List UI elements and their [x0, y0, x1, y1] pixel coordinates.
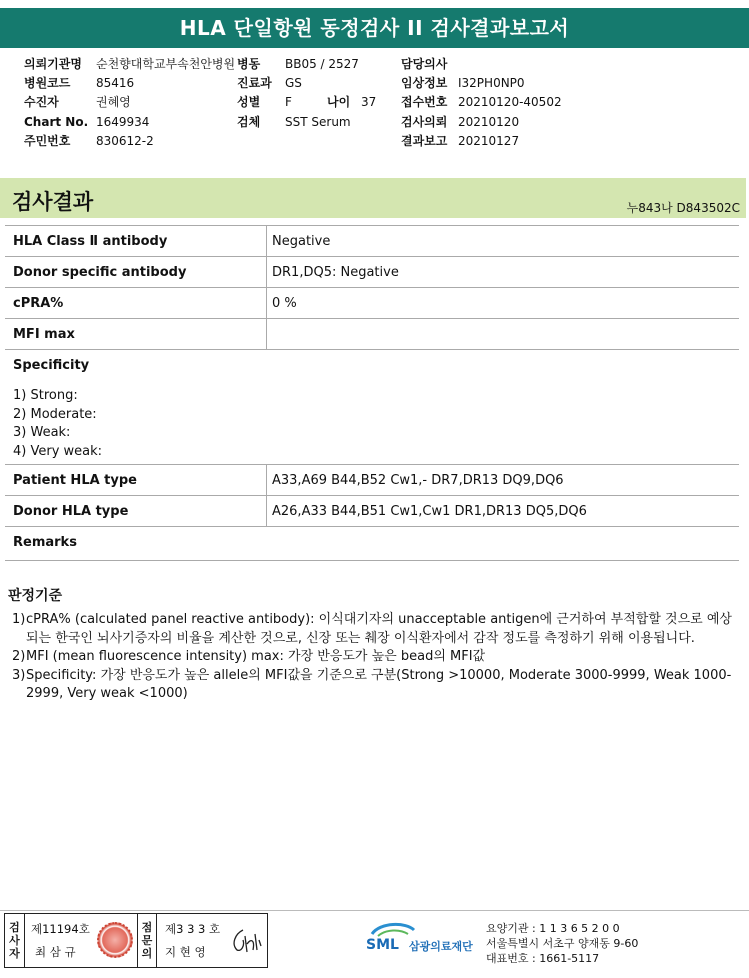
specificity-very-weak: 4) Very weak: [13, 443, 103, 459]
info-row-request-date: 검사의뢰 20210120 [401, 115, 520, 129]
info-row-department: 진료과 GS [237, 76, 302, 90]
info-row-specimen: 검체 SST Serum [237, 115, 351, 129]
examiner-license: 제11194호 [31, 922, 90, 936]
org-info: 요양기관 : 1 1 3 6 5 2 0 0 서울특별시 서초구 양재동 9-60 대표번호 : 1661-5117 [486, 922, 639, 965]
reviewer-license: 제3 3 3 호 [165, 922, 221, 936]
result-row-dsa: Donor specific antibody DR1,DQ5: Negative [5, 257, 739, 288]
info-row-hospital-code: 병원코드 85416 [24, 76, 135, 90]
column-divider [266, 257, 267, 287]
criteria-item: 2) MFI (mean fluorescence intensity) max: 가장 반응도가 높은 bead의 MFI값 [12, 649, 486, 664]
specificity-moderate: 2) Moderate: [13, 406, 97, 422]
result-row-donor-hla: Donor HLA type A26,A33 B44,B51 Cw1,Cw1 DR1,DR13 DQ5,DQ6 [5, 496, 739, 527]
reviewer-name: 지 현 영 [165, 945, 206, 959]
age-value: 37 [361, 95, 377, 109]
column-divider [266, 288, 267, 318]
info-row-institution: 의뢰기관명 순천향대학교부속천안병원 [24, 57, 236, 71]
info-row-chart-no: Chart No. 1649934 [24, 115, 150, 129]
info-row-patient: 수진자 권혜영 [24, 95, 131, 109]
column-divider [266, 319, 267, 349]
examiner-seal-icon [97, 922, 133, 958]
result-row-class2: HLA Class Ⅱ antibody Negative [5, 226, 739, 257]
footer-divider [0, 910, 749, 911]
specificity-list [13, 387, 102, 461]
info-row-doctor: 담당의사 [401, 57, 448, 71]
column-divider [266, 496, 267, 526]
signature-icon [229, 926, 263, 954]
report-title: HLA 단일항원 동정검사 II 검사결과보고서 [0, 8, 749, 48]
reviewer-vertical-label: 점 문 의 [137, 914, 157, 967]
section-code: 누843나 D843502C [626, 201, 740, 215]
result-row-mfi: MFI max [5, 319, 739, 350]
specificity-strong: 1) Strong: [13, 388, 78, 403]
result-row-remarks: Remarks [5, 527, 739, 561]
result-row-cpra: cPRA% 0 % [5, 288, 739, 319]
section-title: 검사결과 [12, 190, 94, 214]
info-row-report-date: 결과보고 20210127 [401, 134, 520, 148]
column-divider [266, 465, 267, 495]
result-row-patient-hla: Patient HLA type A33,A69 B44,B52 Cw1,- DR7,DR13 DQ9,DQ6 [5, 465, 739, 496]
examiner-vertical-label: 검 사 자 [5, 914, 25, 967]
criteria-item: 3) Specificity: 가장 반응도가 높은 allele의 MFI값을 기준으로 구분(Strong >10000, Moderate 3000-9999, Weak 1000-2999, Very weak <1000) [12, 667, 732, 701]
info-row-ward: 병동 BB05 / 2527 [237, 57, 359, 71]
criteria-title: 판정기준 [8, 588, 63, 604]
info-row-clinical-info: 임상정보 I32PH0NP0 [401, 76, 525, 90]
criteria-item: 1) cPRA% (calculated panel reactive antibody): 이식대기자의 unacceptable antigen에 근거하여 부적합할 것으로 예상되는 한국인 뇌사기증자의 비율을 계산한 것으로, 신장 또는 췌장 이식환자에서 감작 정도를 측정하기 위해 이용됩니다. [12, 612, 732, 646]
results-table [5, 225, 739, 561]
results-section-header [0, 178, 746, 218]
signature-box [4, 913, 268, 968]
age-label: 나이 [327, 95, 351, 109]
info-row-receipt-no: 접수번호 20210120-40502 [401, 95, 562, 109]
org-name: 삼광의료재단 [409, 940, 473, 953]
org-logo-text: SML [366, 937, 399, 953]
info-row-id-number: 주민번호 830612-2 [24, 134, 154, 148]
specificity-weak: 3) Weak: [13, 425, 71, 440]
info-row-sex: 성별 F 나이 37 [237, 93, 376, 113]
criteria-list [12, 611, 732, 704]
examiner-name: 최 삼 규 [35, 945, 76, 959]
column-divider [266, 226, 267, 256]
result-row-specificity: Specificity 1) Strong: 2) Moderate: 3) Weak: 4) Very weak: [5, 350, 739, 465]
